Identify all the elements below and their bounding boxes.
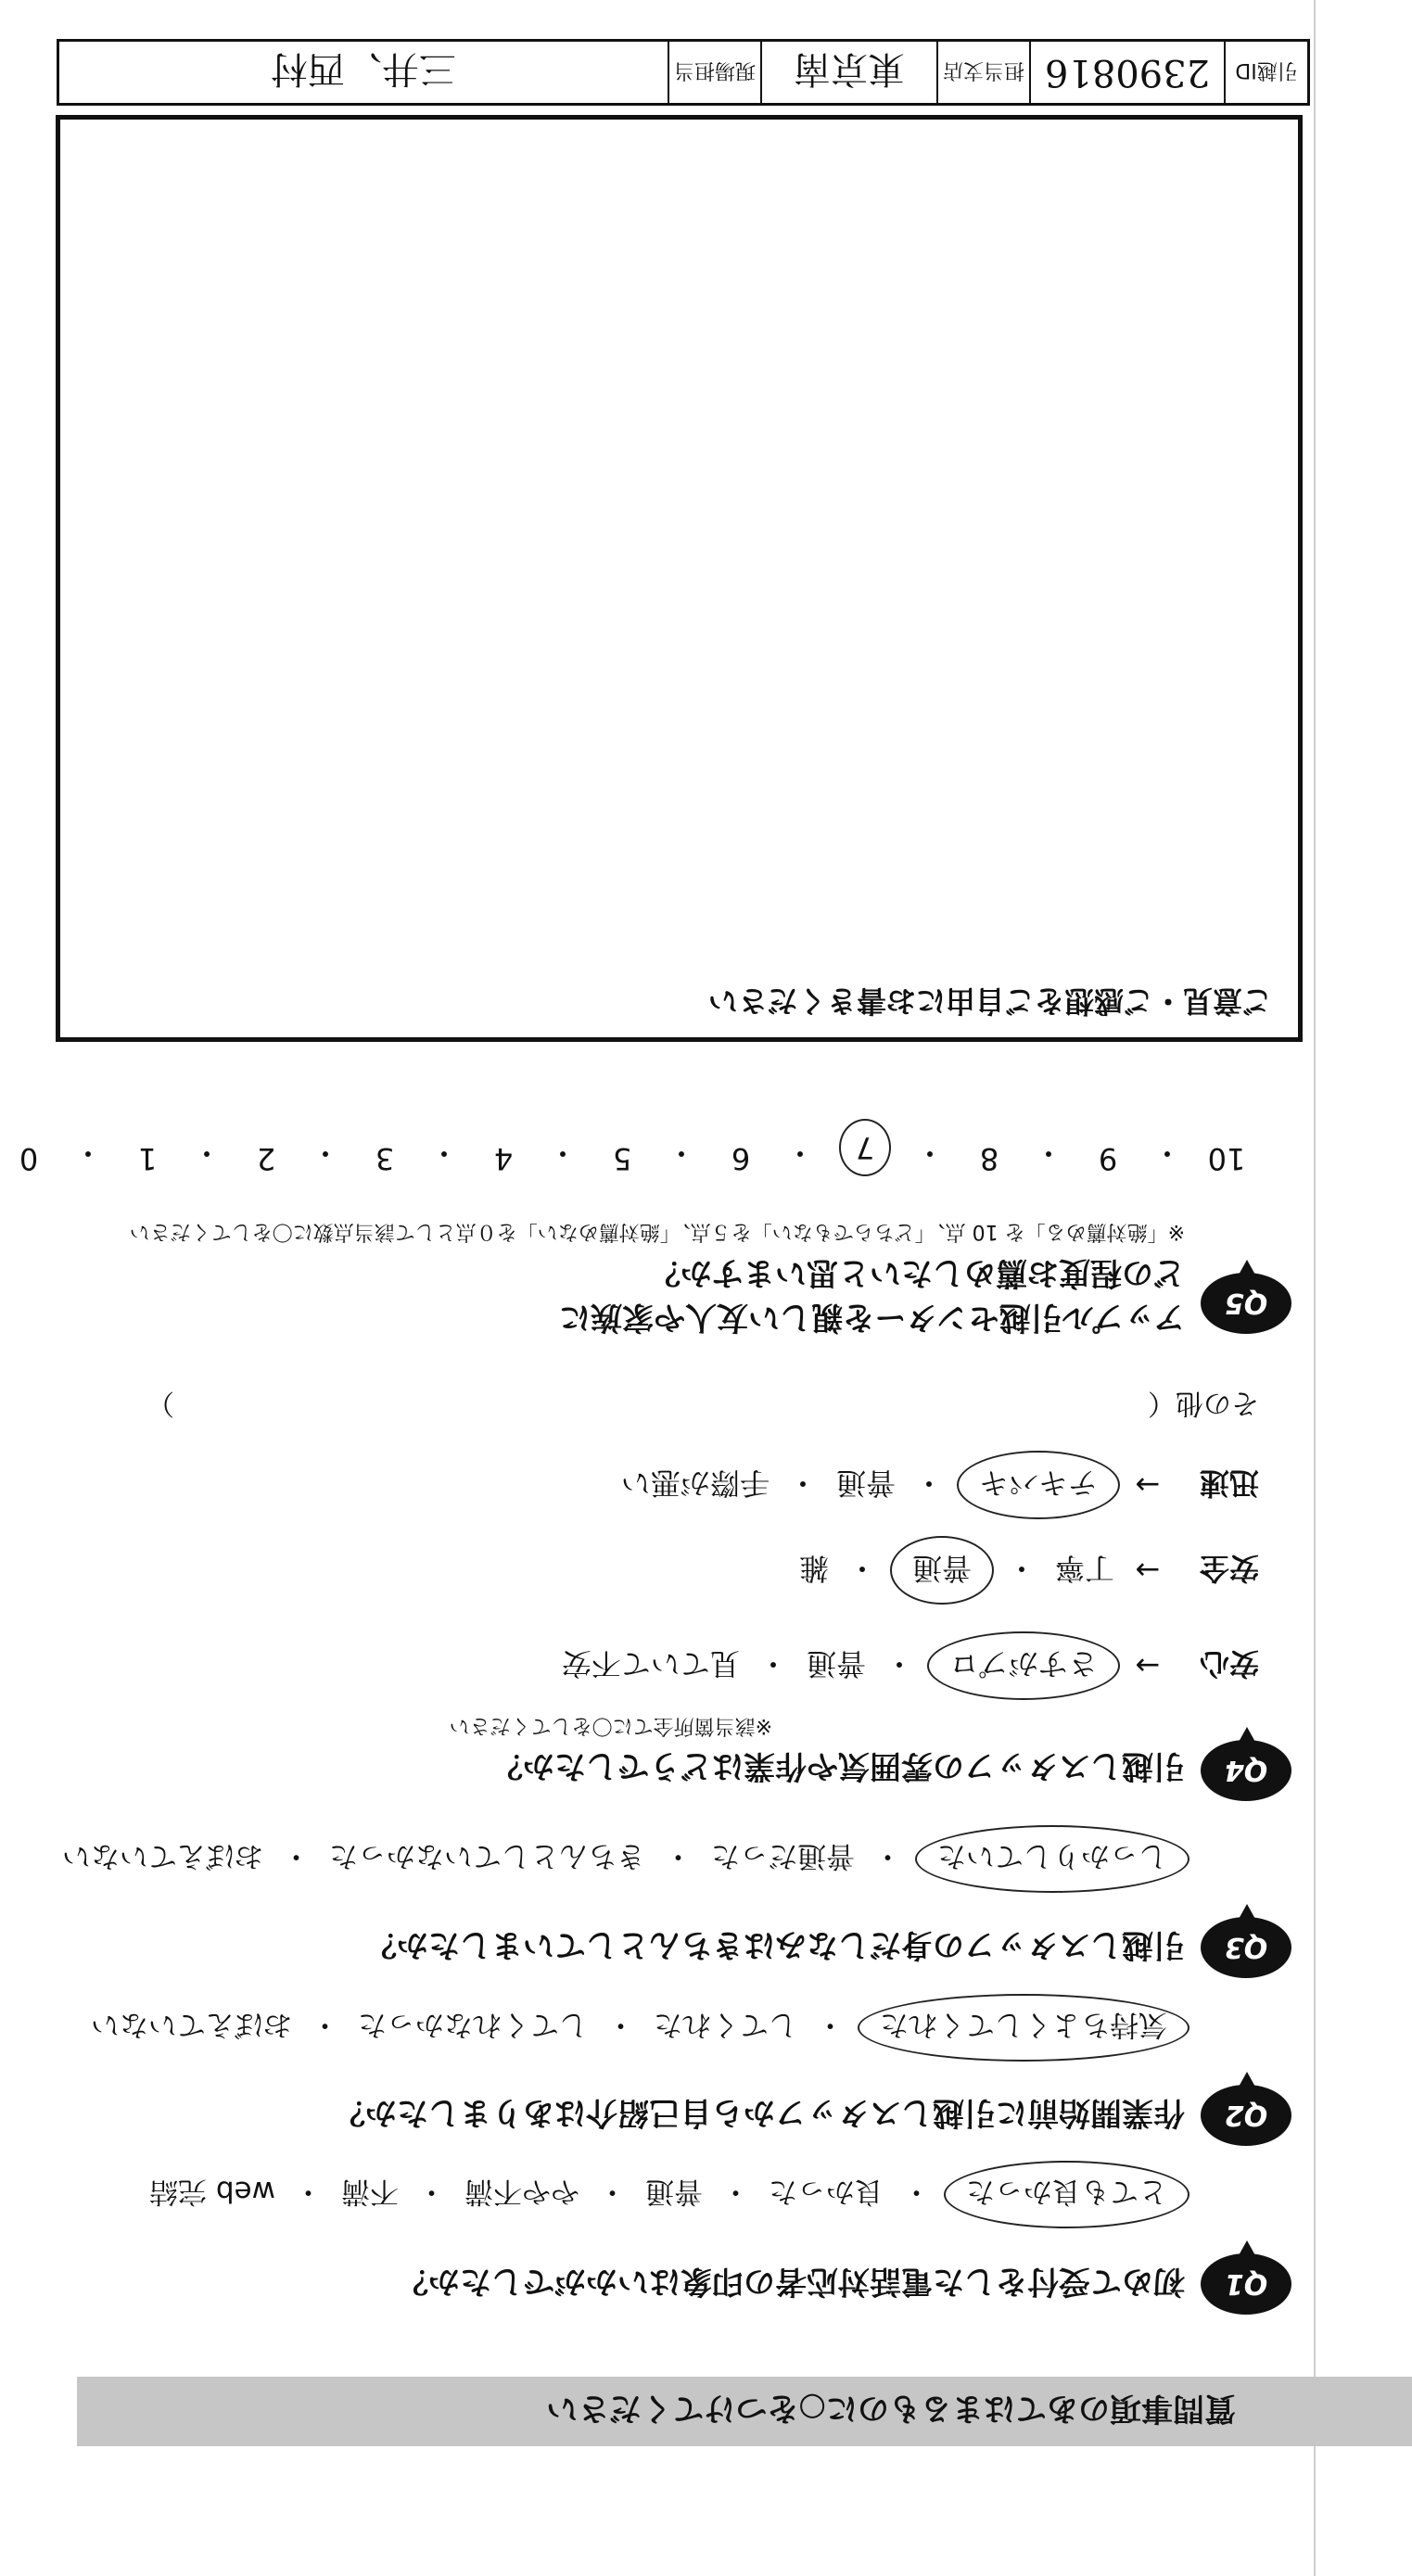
q5-note: ※「絶対薦める」を 10 点、「どちらでもない」を５点、「絶対薦めない」を０点として該当点数に〇をしてください	[129, 1220, 1185, 1243]
q1-badge: Q1	[1201, 2253, 1291, 2315]
q4-anshin-option-1[interactable]: さすがプロ	[927, 1631, 1120, 1700]
page-edge-line	[1314, 0, 1316, 2576]
header-id-table	[57, 39, 1310, 106]
q3-option-4[interactable]: おぼえていない	[62, 1839, 263, 1872]
comment-box[interactable]	[56, 115, 1303, 1042]
q4-anshin-option-3[interactable]: 見ていて不安	[561, 1646, 740, 1681]
q5-score-5[interactable]: 5	[612, 1141, 632, 1176]
q2-option-1[interactable]: 気持ちよくしてくれた	[858, 1994, 1189, 2062]
q4-row-jinsoku: 迅速 → テキパキ ・ 普通 ・ 手際が悪い	[616, 1451, 1259, 1519]
q5-score-7[interactable]: 7	[839, 1119, 891, 1176]
q5-score-2[interactable]: 2	[256, 1141, 276, 1176]
q1-options: とても良かった ・ 良かった ・ 普通 ・ やや不満 ・ 不満 ・ web 完結	[144, 2161, 1189, 2228]
q4-other-label: その他（	[1148, 1387, 1259, 1419]
q1-option-1[interactable]: とても良かった	[944, 2161, 1189, 2228]
branch-value-cell[interactable]: 東京南	[760, 42, 936, 103]
q1-option-2[interactable]: 良かった	[769, 2175, 884, 2208]
move-id-label-cell: 引越ID	[1224, 42, 1307, 103]
q3-question: 引越しスタッフの身だしなみはきちんとしていましたか？	[365, 1926, 1185, 1963]
arrow-right-icon: →	[1135, 1467, 1161, 1503]
q5-badge: Q5	[1201, 1273, 1291, 1334]
q1-option-3[interactable]: 普通	[645, 2175, 703, 2208]
q3-option-2[interactable]: 普通だった	[711, 1839, 855, 1872]
q4-other-row	[146, 1386, 1259, 1427]
q2-option-3[interactable]: してくれなかった	[358, 2008, 588, 2041]
q5-score-4[interactable]: 4	[493, 1141, 514, 1176]
q3-option-3[interactable]: きちんとしていなかった	[329, 1839, 645, 1872]
q5-score-9[interactable]: 9	[1098, 1141, 1118, 1176]
q4-anzen-option-1[interactable]: 丁寧	[1054, 1551, 1114, 1586]
staff-value-cell[interactable]: 三井、西村	[271, 47, 456, 91]
branch-label-cell: 担当支店	[936, 42, 1029, 103]
q4-jinsoku-option-1[interactable]: テキパキ	[957, 1451, 1120, 1519]
move-id-value-cell[interactable]: 2390816	[1029, 42, 1224, 103]
q4-question: 引越しスタッフの雰囲気や作業はどうでしたか？	[491, 1747, 1185, 1784]
q5-score-6[interactable]: 6	[731, 1141, 751, 1176]
arrow-right-icon: →	[1135, 1553, 1161, 1588]
q5-scale: 10 ・ 9 ・ 8 ・ 7 ・ 6 ・ 5 ・ 4 ・ 3 ・ 2 ・ 1 ・ 0	[8, 1119, 1247, 1176]
q3-badge: Q3	[1201, 1917, 1291, 1978]
q4-badge: Q4	[1201, 1740, 1291, 1801]
q4-other-field[interactable]	[174, 1386, 1148, 1427]
q2-question: 作業開始前に引越しスタッフから自己紹介はありましたか？	[334, 2094, 1185, 2131]
q5-score-1[interactable]: 1	[137, 1141, 158, 1176]
q2-option-4[interactable]: おぼえていない	[91, 2008, 292, 2041]
instruction-text: 質問事項のあてはまるものに○をつけてください	[546, 2390, 1236, 2427]
q5-score-8[interactable]: 8	[979, 1141, 999, 1176]
q5-question-line1: アップル引越センターを親しい友人や家族に	[559, 1299, 1185, 1336]
q1-option-6[interactable]: web 完結	[149, 2175, 275, 2208]
q4-row-anshin: 安心 → さすがプロ ・ 普通 ・ 見ていて不安	[556, 1631, 1259, 1700]
staff-label-cell: 現場担当	[668, 42, 760, 103]
q2-badge: Q2	[1201, 2085, 1291, 2146]
q4-anzen-option-3[interactable]: 雑	[798, 1551, 829, 1586]
q2-options: 気持ちよくしてくれた ・ してくれた ・ してくれなかった ・ おぼえていない	[85, 1994, 1189, 2062]
instruction-band	[77, 2377, 1412, 2446]
q2-option-2[interactable]: してくれた	[654, 2008, 797, 2041]
q5-score-3[interactable]: 3	[375, 1141, 395, 1176]
q4-jinsoku-option-3[interactable]: 手際が悪い	[620, 1466, 770, 1501]
q4-row-anzen: 安全 → 丁寧 ・ 普通 ・ 雑	[794, 1536, 1259, 1605]
q4-other-close: ）	[146, 1387, 174, 1419]
q4-row-label: 安心	[1199, 1646, 1259, 1681]
q1-option-4[interactable]: やや不満	[464, 2175, 579, 2208]
q1-option-5[interactable]: 不満	[341, 2175, 399, 2208]
q5-score-10[interactable]: 10	[1207, 1141, 1246, 1176]
q5-score-0[interactable]: 0	[19, 1141, 39, 1176]
comment-box-label: ご意見・ご感想をご自由にお書きください	[707, 983, 1272, 1019]
q4-anzen-option-2[interactable]: 普通	[890, 1536, 994, 1605]
q5-question-line2: どの程度お薦めしたいと思いますか？	[649, 1254, 1185, 1291]
q3-options: しっかりしていた ・ 普通だった ・ きちんとしていなかった ・ おぼえていない	[57, 1825, 1189, 1893]
q4-row-label: 迅速	[1199, 1466, 1259, 1501]
q4-row-label: 安全	[1199, 1551, 1259, 1586]
q4-note: ※該当箇所全てに〇をしてください	[449, 1714, 772, 1737]
q3-option-1[interactable]: しっかりしていた	[915, 1825, 1189, 1893]
q4-anshin-option-2[interactable]: 普通	[806, 1646, 866, 1681]
q1-question: 初めて受付をした電話対応者の印象はいかがでしたか？	[397, 2263, 1185, 2300]
arrow-right-icon: →	[1135, 1648, 1161, 1683]
q4-jinsoku-option-2[interactable]: 普通	[835, 1466, 896, 1501]
